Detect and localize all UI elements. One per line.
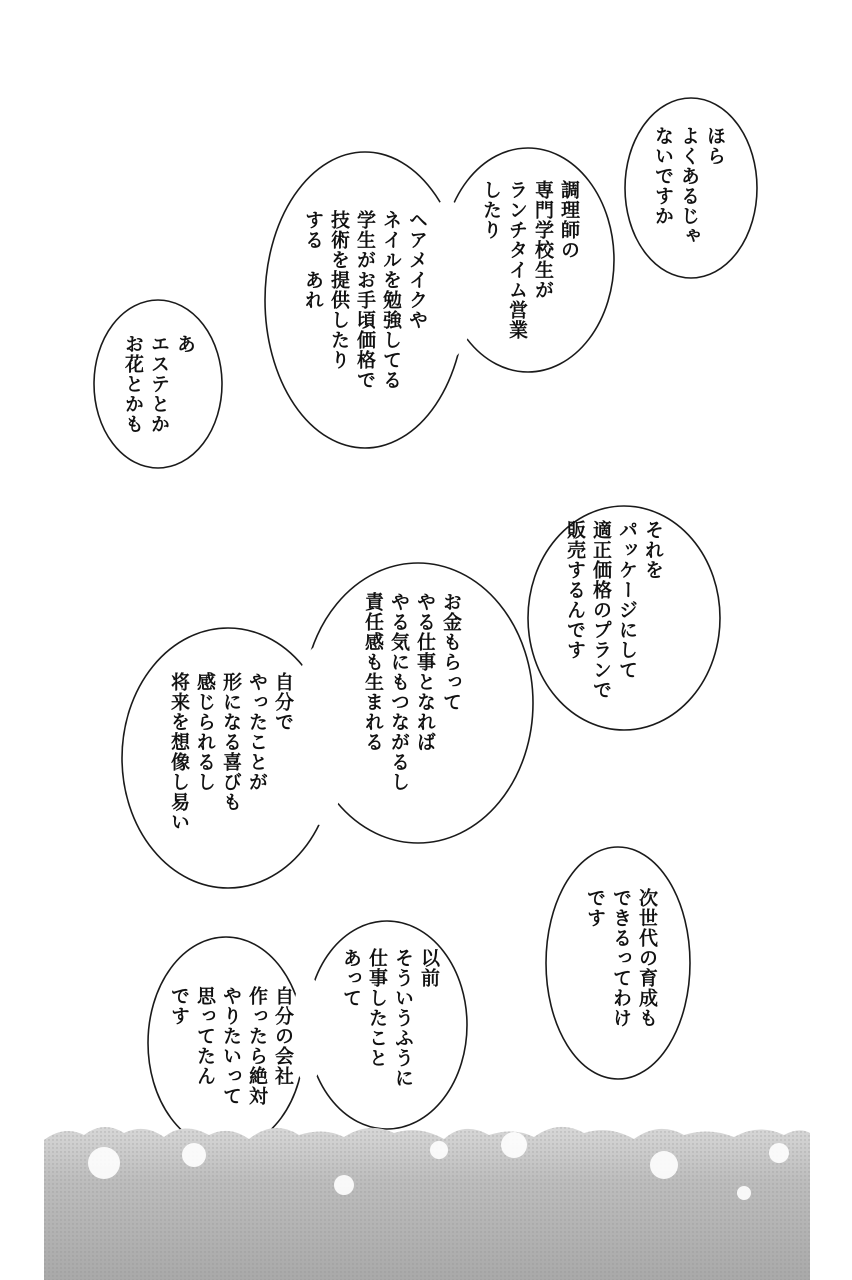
- bubble-jisedai: 次世代の育成も できるってわけ です: [584, 888, 658, 1028]
- bubble-jibun: 自分で やったことが 形になる喜びも 感じられるし 将来を想像し易い: [168, 672, 294, 832]
- bubble-izen: 以前 そういうふうに 仕事したこと あって: [340, 948, 440, 1088]
- bubble-okane: お金もらって やる仕事となれば やる気にもつながるし 責任感も生まれる: [362, 592, 462, 792]
- bubble-este: あ エステとか お花とかも: [122, 334, 196, 434]
- screentone-texture: [44, 1115, 810, 1280]
- bubble-kaisha: 自分の会社 作ったら絶対 やりたいって 思ってたん です: [168, 986, 294, 1106]
- bubble-package: それを パッケージにして 適正価格のプランで 販売するんです: [564, 520, 664, 700]
- bubble-hair: ヘアメイクや ネイルを勉強してる 学生がお手頃価格で 技術を提供したり する あれ: [302, 210, 428, 390]
- bubble-hora: ほら よくあるじゃ ないですか: [652, 126, 726, 246]
- bubble-chourishi: 調理師の 専門学校生が ランチタイム営業 したり: [480, 180, 580, 340]
